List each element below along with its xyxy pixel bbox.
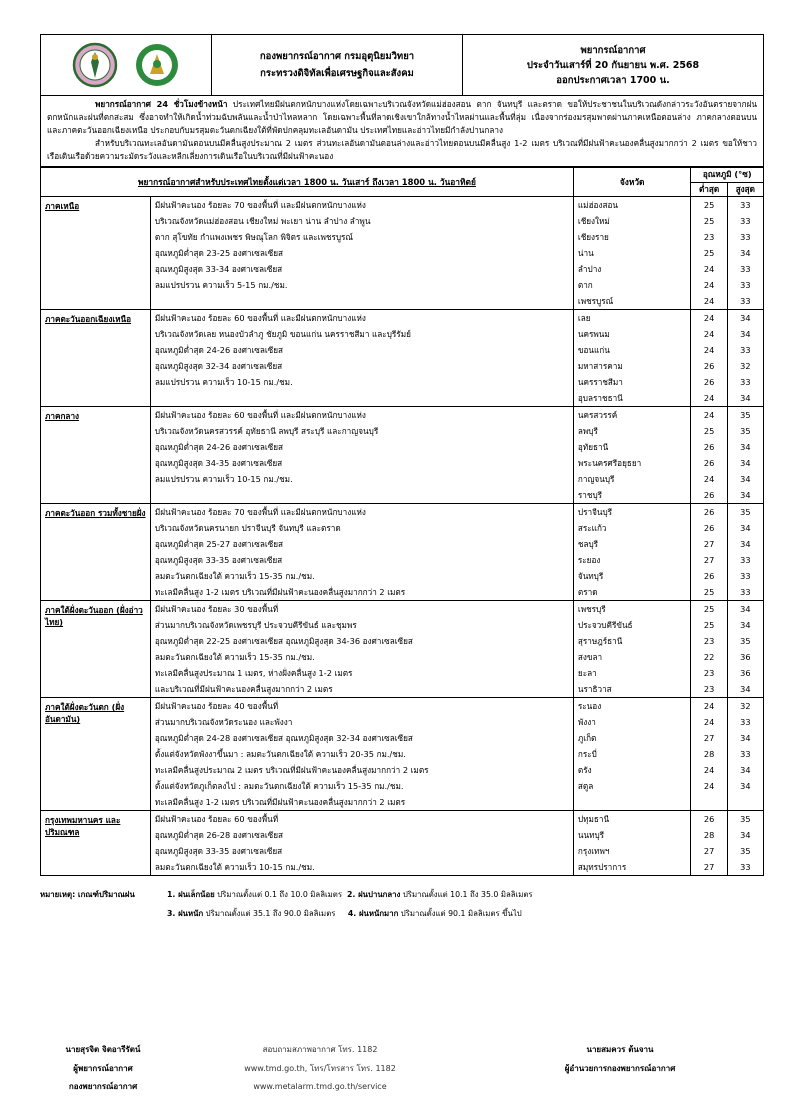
max-temp-value: 34 [740,523,751,533]
max-temp-value: 34 [740,490,751,500]
province-name: สงขลา [577,652,603,662]
region-name: ภาคตะวันออก รวมทั้งชายฝั่ง [41,504,151,601]
min-temp-list [691,698,727,811]
province-name: กาญจนบุรี [577,474,615,484]
forecaster-name: นายสุรจิต จิตอารีรัตน์ [65,1045,141,1054]
min-temp-value: 25 [703,200,715,210]
min-temp-list [691,504,727,601]
detail-line: และบริเวณที่มีฝนฟ้าคะนองคลื่นสูงมากกว่า 2 เมตร [154,684,333,694]
max-temp-list [727,197,763,310]
contact-phone: สอบถามสภาพอากาศ โทร. 1182 [262,1045,378,1054]
detail-line: ทะเลมีคลื่นสูง 1-2 เมตร บริเวณที่มีฝนฟ้าคะนองคลื่นสูงมากกว่า 2 เมตร [154,587,406,597]
logos [41,35,212,95]
region-row [41,504,764,601]
region-details [150,504,573,601]
detail-line: ตั้งแต่จังหวัดพังงาขึ้นมา : ลมตะวันตกเฉียงใต้ ความเร็ว 20-35 กม./ชม. [154,749,406,759]
regional-forecast-table [40,167,764,876]
region-details [150,197,573,310]
detail-line: ลมแปรปรวน ความเร็ว 10-15 กม./ชม. [154,377,293,387]
detail-line: มีฝนฟ้าคะนอง ร้อยละ 60 ของพื้นที่ และมีฝนตกหนักบางแห่ง [154,313,366,323]
max-temp-value: 35 [740,636,751,646]
province-name: น่าน [577,248,594,258]
max-temp-value: 34 [740,442,751,452]
forecast-date: ประจำวันเสาร์ที่ 20 กันยายน พ.ศ. 2568 [526,59,700,71]
min-temp-value: 23 [703,232,715,242]
min-temp-list [691,197,727,310]
detail-line: มีฝนฟ้าคะนอง ร้อยละ 30 ของพื้นที่ [154,604,279,614]
min-temp-value: 24 [703,329,715,339]
detail-line: อุณหภูมิต่ำสุด 24-28 องศาเซลเซียส อุณหภูมิสูงสุด 32-34 องศาเซลเซียส [154,733,413,743]
max-temp-list [727,601,763,698]
region-name: ภาคกลาง [41,407,151,504]
max-temp-list [727,811,763,876]
max-temp-value: 36 [740,652,751,662]
detail-line: ลมแปรปรวน ความเร็ว 10-15 กม./ชม. [154,474,293,484]
min-temp-value: 23 [703,684,715,694]
table-title: พยากรณ์อากาศสำหรับประเทศไทยตั้งแต่เวลา 1800 น. วันเสาร์ ถึงเวลา 1800 น. วันอาทิตย์ [41,168,574,197]
max-temp-value: 34 [740,620,751,630]
min-temp-value: 23 [703,636,715,646]
max-temp-value: 33 [740,296,751,306]
note-item-4: 4. ฝนหนักมาก ปริมาณตั้งแต่ 90.1 มิลลิเมตร ขึ้นไป [347,909,522,918]
province-name: เชียงราย [577,232,609,242]
detail-line: อุณหภูมิต่ำสุด 25-27 องศาเซลเซียส [154,539,284,549]
detail-line: บริเวณจังหวัดนครนายก ปราจีนบุรี จันทบุรี และตราด [154,523,341,533]
max-temp-value: 34 [740,329,751,339]
detail-line: อุณหภูมิต่ำสุด 24-26 องศาเซลเซียส [154,345,284,355]
min-temp-value: 26 [703,458,715,468]
province-name: นนทบุรี [577,830,605,840]
detail-line: บริเวณจังหวัดแม่ฮ่องสอน เชียงใหม่ พะเยา น่าน ลำปาง ลำพูน [154,216,371,226]
min-temp-value: 26 [703,442,715,452]
province-name: เชียงใหม่ [577,216,610,226]
detail-line: บริเวณจังหวัดนครสวรรค์ อุทัยธานี ลพบุรี สระบุรี และกาญจนบุรี [154,426,379,436]
min-temp-value: 27 [703,539,715,549]
detail-line: อุณหภูมิสูงสุด 32-34 องศาเซลเซียส [154,361,283,371]
province-list [573,197,691,310]
detail-line: อุณหภูมิสูงสุด 34-35 องศาเซลเซียส [154,458,283,468]
max-temp-value: 34 [740,539,751,549]
province-name: สมุทรปราการ [577,862,627,872]
province-name: ปทุมธานี [577,814,610,824]
tmd-logo-icon [72,42,118,88]
province-name: ชลบุรี [577,539,599,549]
max-temp-value: 33 [740,749,751,759]
province-name: ขอนแก่น [577,345,610,355]
detail-line: ลมตะวันตกเฉียงใต้ ความเร็ว 15-35 กม./ชม. [154,652,315,662]
min-temp-value: 27 [703,733,715,743]
province-name: แม่ฮ่องสอน [577,200,618,210]
max-temp-value: 33 [740,216,751,226]
region-name: ภาคใต้ฝั่งตะวันออก (ฝั่งอ่าวไทย) [41,601,151,698]
summary-text-1: ประเทศไทยมีฝนตกหนักบางแห่งโดยเฉพาะบริเวณจังหวัดแม่ฮ่องสอน ตาก จันทบุรี และตราด ขอให้ประชาชนในบริเวณดังกล่าวระวังอันตรายจากฝนตกหนักและฝนที่ตกสะสม ซึ่งอาจทำให้เกิดน้ำท่วมฉับพลันและน้ำป่าไหลหลาก โดยเฉพาะพื้นที่ลาดเชิงเขาใกล้ทางน้ำไหลผ่านและพื้นที่ลุ่ม เนื่องจากร่องมรสุมพาดผ่านภาคเหนือตอนล่าง ภาคกลางตอนบน และภาคตะวันออกเฉียงเหนือ ประกอบกับมรสุมตะวันตกเฉียงใต้ที่พัดปกคลุมทะเลอันดามัน ประเทศไทยและอ่าวไทยมีกำลังปานกลาง [47,99,758,135]
region-details [150,698,573,811]
detail-line: มีฝนฟ้าคะนอง ร้อยละ 70 ของพื้นที่ และมีฝนตกหนักบางแห่ง [154,200,366,210]
province-name: สระแก้ว [577,523,607,533]
temperature-header: อุณหภูมิ (°ซ) [691,168,764,183]
max-temp-value: 33 [740,555,751,565]
min-temp-value: 26 [703,814,715,824]
rainfall-note [40,885,764,923]
province-list [573,811,691,876]
province-name: นราธิวาส [577,684,612,694]
max-temp-value: 35 [740,846,751,856]
contact-service-link[interactable]: www.metalarm.tmd.go.th/service [253,1082,387,1091]
detail-line: มีฝนฟ้าคะนอง ร้อยละ 60 ของพื้นที่ และมีฝนตกหนักบางแห่ง [154,410,366,420]
region-row [41,601,764,698]
min-temp-value: 24 [703,717,715,727]
min-temp-header: ต่ำสุด [691,182,727,197]
min-temp-value: 28 [703,749,715,759]
max-temp-value: 33 [740,571,751,581]
province-name: เลย [577,313,591,323]
max-temp-value: 35 [740,814,751,824]
min-temp-value: 24 [703,410,715,420]
min-temp-list [691,601,727,698]
max-temp-value: 33 [740,280,751,290]
region-details [150,310,573,407]
province-name: กรุงเทพฯ [577,846,610,856]
summary-paragraph-2: สำหรับบริเวณทะเลอันดามันตอนบนมีคลื่นสูงประมาณ 2 เมตร ส่วนทะเลอันดามันตอนล่างและอ่าวไทยตอนบนมีคลื่นสูง 1-2 เมตร บริเวณที่มีฝนฟ้าคะนองคลื่นสูงมากกว่า 2 เมตร ขอให้ชาวเรือเดินเรือด้วยความระมัดระวังและหลีกเลี่ยงการเดินเรือในบริเวณที่มีฝนฟ้าคะนอง [47,138,757,161]
province-name: เพชรบูรณ์ [577,296,614,306]
province-header: จังหวัด [573,168,691,197]
province-name: ระนอง [577,701,602,711]
max-temp-list [727,698,763,811]
detail-line: อุณหภูมิต่ำสุด 22-25 องศาเซลเซียส อุณหภูมิสูงสุด 34-36 องศาเซลเซียส [154,636,413,646]
min-temp-value: 24 [703,264,715,274]
province-name: ระยอง [577,555,601,565]
province-list [573,504,691,601]
region-name: ภาคใต้ฝั่งตะวันตก (ฝั่งอันดามัน) [41,698,151,811]
max-temp-list [727,407,763,504]
max-temp-value: 34 [740,684,751,694]
max-temp-value: 34 [740,830,751,840]
min-temp-value: 27 [703,846,715,856]
province-list [573,698,691,811]
min-temp-value: 24 [703,296,715,306]
province-name: ลพบุรี [577,426,598,436]
detail-line: มีฝนฟ้าคะนอง ร้อยละ 60 ของพื้นที่ [154,814,279,824]
province-name: กระบี่ [577,749,597,759]
forecast-issue-time: ออกประกาศเวลา 1700 น. [556,74,670,86]
min-temp-value: 24 [703,280,715,290]
min-temp-list [691,811,727,876]
region-name: ภาคเหนือ [41,197,151,310]
province-name: อุบลราชธานี [577,393,623,403]
max-temp-value: 34 [740,393,751,403]
forecast-summary [40,96,764,167]
detail-line: ทะเลมีคลื่นสูงประมาณ 1 เมตร, ห่างฝั่งคลื่นสูง 1-2 เมตร [154,668,353,678]
director-role: ผู้อำนวยการกองพยากรณ์อากาศ [564,1063,676,1073]
max-temp-value: 36 [740,668,751,678]
max-temp-value: 34 [740,313,751,323]
max-temp-value: 35 [740,507,751,517]
max-temp-value: 32 [740,701,751,711]
max-temp-value: 34 [740,474,751,484]
province-name: นครราชสีมา [577,377,623,387]
detail-line: ลมตะวันตกเฉียงใต้ ความเร็ว 10-15 กม./ชม. [154,862,315,872]
region-details [150,811,573,876]
detail-line: อุณหภูมิสูงสุด 33-34 องศาเซลเซียส [154,264,283,274]
detail-line: มีฝนฟ้าคะนอง ร้อยละ 40 ของพื้นที่ [154,701,279,711]
min-temp-value: 26 [703,507,715,517]
detail-line: ตั้งแต่จังหวัดภูเก็ตลงไป : ลมตะวันตกเฉียงใต้ ความเร็ว 15-35 กม./ชม. [154,781,404,791]
summary-lead: พยากรณ์อากาศ 24 ชั่วโมงข้างหน้า [95,99,228,109]
max-temp-value: 34 [740,458,751,468]
region-row [41,407,764,504]
min-temp-value: 25 [703,604,715,614]
detail-line: อุณหภูมิต่ำสุด 23-25 องศาเซลเซียส [154,248,284,258]
province-name: นครพนม [577,329,610,339]
province-list [573,407,691,504]
min-temp-value: 25 [703,426,715,436]
province-name: ภูเก็ต [577,733,597,743]
detail-line: มีฝนฟ้าคะนอง ร้อยละ 70 ของพื้นที่ และมีฝนตกหนักบางแห่ง [154,507,366,517]
region-row [41,197,764,310]
max-temp-value: 34 [740,248,751,258]
max-temp-value: 33 [740,232,751,242]
max-temp-value: 34 [740,765,751,775]
min-temp-list [691,407,727,504]
min-temp-value: 26 [703,571,715,581]
province-name: ตราด [577,587,598,597]
contact-info [220,1041,420,1097]
director-name: นายสมควร ต้นจาน [586,1045,654,1054]
min-temp-value: 25 [703,587,715,597]
max-temp-value: 33 [740,587,751,597]
min-temp-value: 28 [703,830,715,840]
min-temp-value: 25 [703,216,715,226]
detail-line: อุณหภูมิสูงสุด 33-35 องศาเซลเซียส [154,846,283,856]
ministry-logo-icon [134,42,180,88]
min-temp-value: 24 [703,781,715,791]
detail-line: ลมแปรปรวน ความเร็ว 5-15 กม./ชม. [154,280,288,290]
max-temp-value: 33 [740,264,751,274]
province-name: จันทบุรี [577,571,604,581]
province-name: ตาก [577,280,593,290]
detail-line: อุณหภูมิต่ำสุด 26-28 องศาเซลเซียส [154,830,284,840]
region-name: ภาคตะวันออกเฉียงเหนือ [41,310,151,407]
min-temp-value: 22 [703,652,715,662]
detail-line: บริเวณจังหวัดเลย หนองบัวลำภู ชัยภูมิ ขอนแก่น นครราชสีมา และบุรีรัมย์ [154,329,411,339]
org-line2: กระทรวงดิจิทัลเพื่อเศรษฐกิจและสังคม [260,68,414,79]
forecast-title: พยากรณ์อากาศ [580,44,646,56]
max-temp-value: 34 [740,733,751,743]
note-item-3: 3. ฝนหนัก ปริมาณตั้งแต่ 35.1 ถึง 90.0 มิลลิเมตร [167,909,336,918]
province-name: ราชบุรี [577,490,603,500]
detail-line: ตาก สุโขทัย กำแพงเพชร พิษณุโลก พิจิตร และเพชรบูรณ์ [154,232,354,242]
region-details [150,407,573,504]
province-name: สุราษฎร์ธานี [577,636,623,646]
min-temp-value: 26 [703,361,715,371]
min-temp-value: 26 [703,377,715,387]
org-line1: กองพยากรณ์อากาศ กรมอุตุนิยมวิทยา [259,51,415,62]
detail-line: ทะเลมีคลื่นสูง 1-2 เมตร บริเวณที่มีฝนฟ้าคะนองคลื่นสูงมากกว่า 2 เมตร [154,797,406,807]
min-temp-value: 24 [703,345,715,355]
region-row [41,310,764,407]
max-temp-list [727,504,763,601]
max-temp-value: 33 [740,345,751,355]
detail-line: ส่วนมากบริเวณจังหวัดระนอง และพังงา [154,717,293,727]
detail-line: อุณหภูมิต่ำสุด 24-26 องศาเซลเซียส [154,442,284,452]
summary-paragraph-1 [47,98,757,137]
detail-line: อุณหภูมิสูงสุด 33-35 องศาเซลเซียส [154,555,283,565]
note-label: หมายเหตุ: เกณฑ์ปริมาณฝน [40,890,135,899]
organization-block [212,35,463,95]
province-name: ประจวบคีรีขันธ์ [577,620,633,630]
region-row [41,811,764,876]
min-temp-value: 26 [703,523,715,533]
province-list [573,601,691,698]
province-list [573,310,691,407]
province-name: ตรัง [577,765,592,775]
max-temp-value: 35 [740,410,751,420]
min-temp-value: 27 [703,555,715,565]
province-name: อุทัยธานี [577,442,609,452]
min-temp-value: 24 [703,701,715,711]
min-temp-list [691,310,727,407]
note-item-2: 2. ฝนปานกลาง ปริมาณตั้งแต่ 10.1 ถึง 35.0 มิลลิเมตร [347,890,533,899]
max-temp-value: 35 [740,426,751,436]
min-temp-value: 23 [703,668,715,678]
min-temp-value: 25 [703,620,715,630]
province-name: สตูล [577,781,594,791]
region-row [41,698,764,811]
detail-line: ส่วนมากบริเวณจังหวัดเพชรบุรี ประจวบคีรีขันธ์ และชุมพร [154,620,357,630]
min-temp-value: 24 [703,474,715,484]
contact-website[interactable]: www.tmd.go.th, โทร/โทรสาร โทร. 1182 [244,1063,396,1073]
province-name: ปราจีนบุรี [577,507,613,517]
max-temp-value: 32 [740,361,751,371]
forecaster-signature [48,1041,158,1097]
max-temp-value: 34 [740,604,751,614]
province-name: พังงา [577,717,596,727]
min-temp-value: 27 [703,862,715,872]
max-temp-value: 34 [740,781,751,791]
min-temp-value: 24 [703,393,715,403]
director-signature [495,1041,745,1078]
region-details [150,601,573,698]
detail-line: ลมตะวันตกเฉียงใต้ ความเร็ว 15-35 กม./ชม. [154,571,315,581]
forecaster-org: กองพยากรณ์อากาศ [68,1082,138,1091]
max-temp-header: สูงสุด [727,182,763,197]
note-item-1: 1. ฝนเล็กน้อย ปริมาณตั้งแต่ 0.1 ถึง 10.0 มิลลิเมตร [167,890,343,899]
document-header [40,34,764,96]
max-temp-value: 33 [740,200,751,210]
forecaster-role: ผู้พยากรณ์อากาศ [73,1063,133,1073]
min-temp-value: 24 [703,313,715,323]
min-temp-value: 26 [703,490,715,500]
max-temp-value: 33 [740,717,751,727]
province-name: มหาสารคาม [577,361,623,371]
province-name: เพชรบุรี [577,604,606,614]
forecast-title-block [463,35,763,95]
min-temp-value: 25 [703,248,715,258]
province-name: นครสวรรค์ [577,410,618,420]
detail-line: ทะเลมีคลื่นสูงประมาณ 2 เมตร บริเวณที่มีฝนฟ้าคะนองคลื่นสูงมากกว่า 2 เมตร [154,765,429,775]
max-temp-list [727,310,763,407]
province-name: พระนครศรีอยุธยา [577,458,642,468]
max-temp-value: 33 [740,862,751,872]
forecast-document [40,34,764,923]
max-temp-value: 33 [740,377,751,387]
province-name: ยะลา [577,668,597,678]
region-name: กรุงเทพมหานคร และปริมณฑล [41,811,151,876]
min-temp-value: 24 [703,765,715,775]
province-name: ลำปาง [577,264,602,274]
